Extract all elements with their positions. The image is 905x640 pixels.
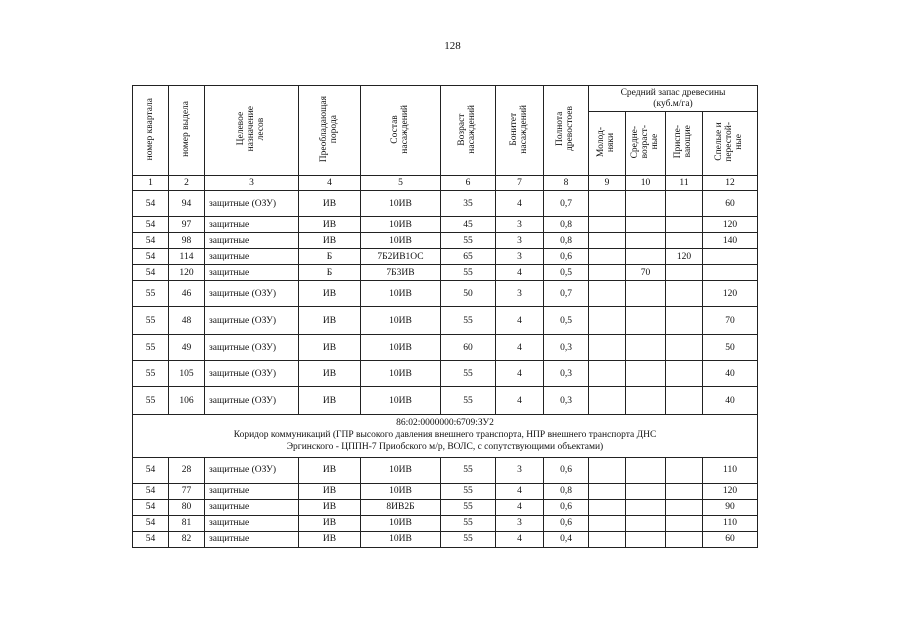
table-cell [589, 387, 626, 415]
table-cell: 10ИВ [361, 361, 441, 387]
table-cell [589, 265, 626, 281]
column-number: 3 [205, 176, 299, 191]
table-cell [626, 217, 666, 233]
table-cell [589, 249, 626, 265]
table-cell: 10ИВ [361, 335, 441, 361]
header-maturing: Приспе- вающие [666, 112, 703, 176]
column-number: 7 [496, 176, 544, 191]
table-cell: 110 [703, 515, 758, 531]
table-cell: 10ИВ [361, 233, 441, 249]
table-cell [626, 515, 666, 531]
table-cell: 10ИВ [361, 515, 441, 531]
table-cell [666, 499, 703, 515]
forest-inventory-table [132, 85, 758, 548]
table-cell: 4 [496, 483, 544, 499]
table-cell: 0,5 [544, 307, 589, 335]
table-cell [666, 307, 703, 335]
table-cell: ИВ [299, 499, 361, 515]
table-cell: 3 [496, 217, 544, 233]
table-cell: защитные [205, 531, 299, 547]
table-row [133, 531, 758, 547]
table-cell [703, 249, 758, 265]
table-cell: 54 [133, 191, 169, 217]
table-cell: 120 [703, 281, 758, 307]
table-cell: 105 [169, 361, 205, 387]
table-cell [666, 483, 703, 499]
table-cell [626, 483, 666, 499]
section-code: 86:02:0000000:6709:ЗУ2 [396, 418, 494, 428]
header-dominant-species: Преобладающая порода [299, 86, 361, 176]
table-row [133, 265, 758, 281]
header-bonitet: Бонитет насаждений [496, 86, 544, 176]
table-cell: 55 [441, 307, 496, 335]
table-cell: 55 [441, 457, 496, 483]
section-header [133, 415, 758, 458]
table-cell [666, 457, 703, 483]
table-cell [626, 249, 666, 265]
table-cell: 45 [441, 217, 496, 233]
table-cell: защитные (ОЗУ) [205, 457, 299, 483]
table-cell: 60 [441, 335, 496, 361]
table-cell: 0,5 [544, 265, 589, 281]
table-cell: 70 [626, 265, 666, 281]
table-cell: 10ИВ [361, 217, 441, 233]
table-cell [589, 281, 626, 307]
table-cell: 55 [133, 361, 169, 387]
table-cell [626, 499, 666, 515]
column-number: 2 [169, 176, 205, 191]
table-cell: 10ИВ [361, 387, 441, 415]
table-cell: ИВ [299, 457, 361, 483]
table-cell: 4 [496, 361, 544, 387]
table-cell [589, 191, 626, 217]
table-cell: 114 [169, 249, 205, 265]
table-cell: 97 [169, 217, 205, 233]
table-cell: ИВ [299, 281, 361, 307]
table-cell: 50 [703, 335, 758, 361]
table-cell: 7Б2ИВ1ОС [361, 249, 441, 265]
table-cell: 0,6 [544, 457, 589, 483]
table-row [133, 191, 758, 217]
table-cell [589, 335, 626, 361]
table-cell: защитные [205, 483, 299, 499]
table-cell: 50 [441, 281, 496, 307]
table-cell: 7Б3ИВ [361, 265, 441, 281]
table-cell [626, 457, 666, 483]
table-cell [666, 387, 703, 415]
table-cell [589, 361, 626, 387]
table-cell: Б [299, 265, 361, 281]
table-cell [589, 217, 626, 233]
table-cell: 55 [441, 531, 496, 547]
header-row-top [133, 86, 758, 112]
table-cell: ИВ [299, 361, 361, 387]
table-cell: 54 [133, 499, 169, 515]
table-cell: ИВ [299, 307, 361, 335]
column-number: 1 [133, 176, 169, 191]
table-cell: 3 [496, 281, 544, 307]
table-cell [626, 233, 666, 249]
table-cell: 55 [441, 515, 496, 531]
header-purpose: Целевое назначение лесов [205, 86, 299, 176]
table-row [133, 217, 758, 233]
table-cell [589, 233, 626, 249]
table-cell: 94 [169, 191, 205, 217]
table-cell [666, 361, 703, 387]
table-cell: защитные (ОЗУ) [205, 281, 299, 307]
table-cell: 55 [133, 335, 169, 361]
table-cell [589, 457, 626, 483]
table-cell: 4 [496, 265, 544, 281]
table-cell [666, 515, 703, 531]
table-cell [589, 483, 626, 499]
table-cell: ИВ [299, 335, 361, 361]
header-plot-number: номер выдела [169, 86, 205, 176]
table-cell: 4 [496, 191, 544, 217]
table-cell [666, 191, 703, 217]
column-number: 9 [589, 176, 626, 191]
table-cell: 106 [169, 387, 205, 415]
section-title-line-1: Коридор коммуникаций (ГПР высокого давления внешнего транспорта, НПР внешнего транспорта ДНС [233, 429, 657, 440]
table-cell: 4 [496, 307, 544, 335]
table-cell: 120 [703, 217, 758, 233]
table-cell: 140 [703, 233, 758, 249]
table-cell: 54 [133, 457, 169, 483]
table-cell [666, 281, 703, 307]
table-cell: 81 [169, 515, 205, 531]
table-cell: 55 [133, 307, 169, 335]
header-quarter-number: номер квартала [133, 86, 169, 176]
table-cell [666, 265, 703, 281]
table-row [133, 281, 758, 307]
table-cell: 120 [666, 249, 703, 265]
table-cell: 0,7 [544, 191, 589, 217]
table-cell: 0,3 [544, 335, 589, 361]
table-cell: 10ИВ [361, 531, 441, 547]
table-row [133, 515, 758, 531]
table-cell: 54 [133, 531, 169, 547]
table-cell [703, 265, 758, 281]
table-cell: 4 [496, 531, 544, 547]
table-cell: 54 [133, 249, 169, 265]
table-cell: 55 [441, 499, 496, 515]
table-cell: 110 [703, 457, 758, 483]
table-cell: 35 [441, 191, 496, 217]
table-cell: 54 [133, 515, 169, 531]
table-cell: ИВ [299, 191, 361, 217]
table-cell: 55 [441, 233, 496, 249]
table-cell [666, 335, 703, 361]
table-cell: 28 [169, 457, 205, 483]
table-cell: 0,4 [544, 531, 589, 547]
table-cell: 55 [441, 265, 496, 281]
table-row [133, 307, 758, 335]
table-cell [666, 217, 703, 233]
header-mature-overmature: Спелые и перестой- ные [703, 112, 758, 176]
table-row [133, 361, 758, 387]
table-cell: 0,8 [544, 483, 589, 499]
table-cell: 10ИВ [361, 457, 441, 483]
table-cell: 3 [496, 249, 544, 265]
column-number: 5 [361, 176, 441, 191]
table-cell [626, 281, 666, 307]
table-cell: 120 [703, 483, 758, 499]
table-cell: 90 [703, 499, 758, 515]
table-cell: защитные (ОЗУ) [205, 361, 299, 387]
table-cell: 40 [703, 387, 758, 415]
table-cell: защитные [205, 265, 299, 281]
table-cell: 46 [169, 281, 205, 307]
header-density: Полнота древостоев [544, 86, 589, 176]
table-cell: защитные [205, 515, 299, 531]
table-cell: 54 [133, 217, 169, 233]
table-cell [589, 515, 626, 531]
section-row [133, 415, 758, 458]
table-cell: 54 [133, 233, 169, 249]
table-cell: защитные [205, 217, 299, 233]
header-average-stock: Средний запас древесины (куб.м/га) [589, 86, 758, 112]
table-cell: 3 [496, 457, 544, 483]
table-cell: Б [299, 249, 361, 265]
column-number: 6 [441, 176, 496, 191]
table-cell: 54 [133, 265, 169, 281]
table-cell: 55 [133, 281, 169, 307]
table-cell: 55 [441, 387, 496, 415]
table-cell: 77 [169, 483, 205, 499]
table-cell: 65 [441, 249, 496, 265]
table-cell: ИВ [299, 233, 361, 249]
column-number: 8 [544, 176, 589, 191]
page-number: 128 [444, 40, 461, 52]
column-number: 4 [299, 176, 361, 191]
table-body-a [133, 191, 758, 415]
table-row [133, 233, 758, 249]
column-number: 12 [703, 176, 758, 191]
table-cell: защитные [205, 233, 299, 249]
table-cell [666, 233, 703, 249]
table-cell: 4 [496, 387, 544, 415]
table-row [133, 483, 758, 499]
table-cell: 49 [169, 335, 205, 361]
table-cell: защитные [205, 249, 299, 265]
table-cell [589, 499, 626, 515]
table-cell: защитные (ОЗУ) [205, 387, 299, 415]
table-cell [626, 387, 666, 415]
table-cell: ИВ [299, 483, 361, 499]
table-cell: защитные [205, 499, 299, 515]
table-cell: 98 [169, 233, 205, 249]
table-cell: 60 [703, 191, 758, 217]
table-row [133, 499, 758, 515]
table-cell: 55 [441, 361, 496, 387]
header-middle-aged: Средне- возраст- ные [626, 112, 666, 176]
table-cell: 4 [496, 335, 544, 361]
table-cell: 82 [169, 531, 205, 547]
section-title-line-2: Эргинского - ЦППН-7 Приобского м/р, ВОЛС, с сопутствующими объектами) [286, 441, 604, 452]
table-cell: 0,7 [544, 281, 589, 307]
table-cell: 8ИВ2Б [361, 499, 441, 515]
header-age: Возраст насаждений [441, 86, 496, 176]
table-cell: 0,6 [544, 249, 589, 265]
table-cell: 40 [703, 361, 758, 387]
table-cell: 10ИВ [361, 281, 441, 307]
table-cell: 0,8 [544, 233, 589, 249]
table-cell: 120 [169, 265, 205, 281]
table-body-b [133, 457, 758, 547]
table-cell [589, 307, 626, 335]
table-cell: 0,3 [544, 361, 589, 387]
table-cell: ИВ [299, 387, 361, 415]
table-cell [666, 531, 703, 547]
table-cell [626, 191, 666, 217]
table-cell: ИВ [299, 217, 361, 233]
table-cell [626, 307, 666, 335]
column-number: 10 [626, 176, 666, 191]
table-cell: 0,6 [544, 515, 589, 531]
table-cell: 3 [496, 233, 544, 249]
table-cell: 10ИВ [361, 483, 441, 499]
table-cell [626, 531, 666, 547]
table-cell: 0,3 [544, 387, 589, 415]
table-cell: защитные (ОЗУ) [205, 191, 299, 217]
table-row [133, 457, 758, 483]
table-cell: 80 [169, 499, 205, 515]
table-cell: 0,8 [544, 217, 589, 233]
table-cell [626, 361, 666, 387]
table-cell: 60 [703, 531, 758, 547]
table-cell: 10ИВ [361, 191, 441, 217]
column-number: 11 [666, 176, 703, 191]
table-cell: защитные (ОЗУ) [205, 307, 299, 335]
table-cell: ИВ [299, 515, 361, 531]
table-cell: 55 [133, 387, 169, 415]
table-cell: 48 [169, 307, 205, 335]
table-cell: ИВ [299, 531, 361, 547]
table-row [133, 249, 758, 265]
table-cell: 54 [133, 483, 169, 499]
header-young: Молод- няки [589, 112, 626, 176]
table-cell: 70 [703, 307, 758, 335]
header-composition: Состав насаждений [361, 86, 441, 176]
table-cell: 0,6 [544, 499, 589, 515]
table-cell: 3 [496, 515, 544, 531]
table-cell [589, 531, 626, 547]
table-cell [626, 335, 666, 361]
table-cell: защитные (ОЗУ) [205, 335, 299, 361]
table-row [133, 335, 758, 361]
column-number-row [133, 176, 758, 191]
table-cell: 55 [441, 483, 496, 499]
table-cell: 4 [496, 499, 544, 515]
table-cell: 10ИВ [361, 307, 441, 335]
table-row [133, 387, 758, 415]
